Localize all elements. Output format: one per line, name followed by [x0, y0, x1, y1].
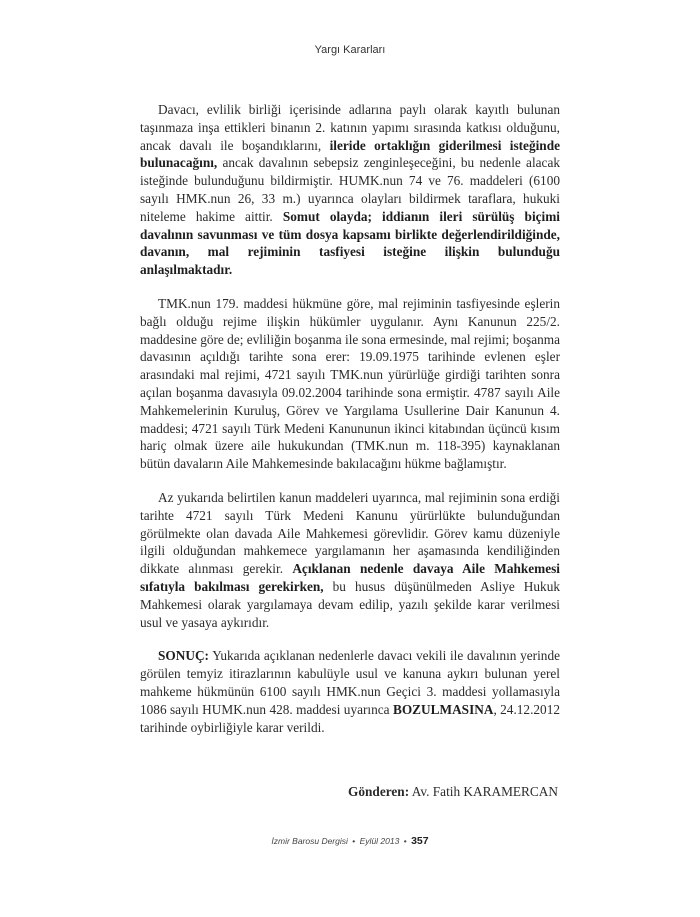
- text-run: bu husus düşünülmeden Asliye Hukuk Mahkemesi olarak yargılamaya devam edilip, yazılı şekilde karar verilmesi usul ve yasaya aykırıdır.: [140, 578, 560, 630]
- page-number: 357: [411, 835, 429, 847]
- text-run: TMK.nun 179. maddesi hükmüne göre, mal rejiminin tasfiyesinde eşlerin bağlı olduğu rejime ilişkin hükümler uygulanır. Aynı Kanunun 225/2. maddesine göre de; evliliğin boşanma ile sona ermesinde, mal rejimi; boşanma davasının açıldığı tarihte sona erer: 19.09.1975 tarihinde evlenen eşler arasındaki mal rejimi, 4721 sayılı TMK.nun yürürlüğe girdiği tarihten sonra açılan boşanma davasıyla 09.02.2004 tarihinde sona ermiştir. 4787 sayılı Aile Mahkemelerinin Kuruluş, Görev ve Yargılama Usullerine Dair Kanunun 4. maddesi; 4721 sayılı Türk Medeni Kanununun ikinci kitabından üçüncü kısım hariç olmak üzere aile hukukundan (TMK.nun m. 118-395) kaynaklanan bütün davaların Aile Mahkemesinde bakılacağını hükme bağlamıştır.: [140, 295, 560, 472]
- bold-text-run: Açıklanan nedenle davaya Aile Mahkemesi sıfatıyla bakılması gerekirken,: [140, 561, 561, 594]
- paragraph: [140, 295, 560, 473]
- journal-name: İzmir Barosu Dergisi: [271, 836, 348, 846]
- footer-separator: •: [403, 836, 407, 846]
- sender-line: [348, 784, 558, 800]
- bold-text-run: Somut olayda; iddianın ileri sürülüş biçimi davalının savunması ve tüm dosya kapsamı birlikte değerlendirildiğinde, davanın, mal rejiminin tasfiyesi isteğine ilişkin bulunduğu anlaşılmaktadır.: [140, 208, 560, 278]
- running-header: [0, 44, 700, 56]
- paragraph: [140, 101, 560, 279]
- running-title: Yargı Kararları: [314, 44, 386, 56]
- text-run: Az yukarıda belirtilen kanun maddeleri uyarınca, mal rejiminin sona erdiği tarihte 4721 sayılı Türk Medeni Kanunu yürürlükte bulunduğundan görülmekte olan davada Aile Mahkemesi görevlidir. Görev kamu düzeniyle ilgili olduğundan mahkemece yargılamanın her aşamasında kendiliğinden dikkate alınması gerekir.: [140, 489, 560, 577]
- text-run: Davacı, evlilik birliği içerisinde adlarına paylı olarak kayıtlı bulunan taşınmaza inşa ettikleri binanın 2. katının yapımı sırasında katkısı olduğunu, ancak davalı ile boşandıklarını,: [140, 102, 560, 153]
- bold-text-run: SONUÇ:: [158, 648, 209, 664]
- issue-date: Eylül 2013: [359, 836, 400, 846]
- footer-separator: •: [352, 836, 356, 846]
- page-footer: [0, 835, 700, 847]
- bold-text-run: ileride ortaklığın giderilmesi isteğinde bulunacağını,: [140, 137, 560, 171]
- decision-text: [140, 101, 560, 752]
- sender-label: Gönderen:: [348, 784, 410, 799]
- text-run: ancak davalının sebepsiz zenginleşeceğini, bu nedenle alacak isteğinde bulunduğunu bildirmiştir. HUMK.nun 74 ve 76. maddeleri (6100 sayılı HMK.nun 26, 33 m.) uyarınca olayları bildirmek taraflara, hukuki niteleme hakime aittir.: [140, 155, 560, 224]
- sender-name: Av. Fatih KARAMERCAN: [411, 784, 558, 799]
- paragraph: [140, 489, 560, 631]
- text-run: , 24.12.2012 tarihinde oybirliğiyle karar verildi.: [140, 701, 560, 735]
- bold-text-run: BOZULMASINA: [392, 701, 494, 717]
- text-run: Yukarıda açıklanan nedenlerle davacı vekili ile davalının yerinde görülen temyiz itirazlarının kabulüyle usul ve kanuna aykırı bulunan yerel mahkeme hükmünün 6100 sayılı HMK.nun Geçici 3. maddesi yollamasıyla 1086 sayılı HUMK.nun 428. maddesi uyarınca: [140, 648, 560, 717]
- paragraph: [140, 647, 560, 736]
